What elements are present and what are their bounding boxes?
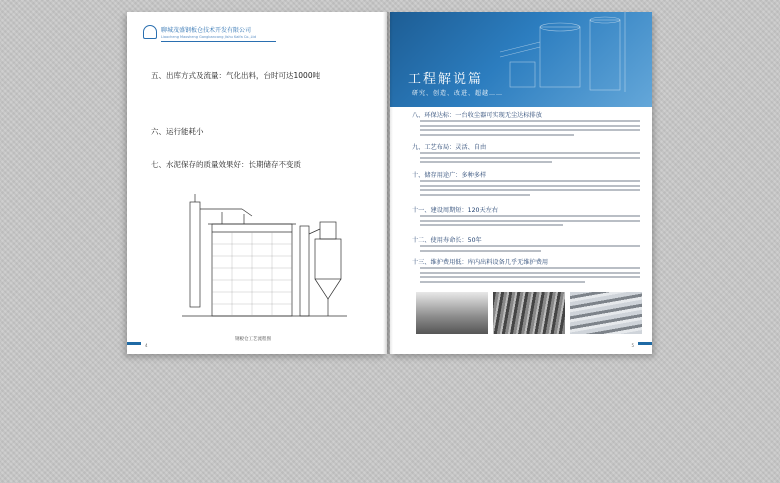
banner-subtitle: 研究、创造、改进、超越……: [412, 90, 504, 97]
diagram-caption: 钢板仓工艺流程图: [235, 337, 271, 342]
right-page: [390, 12, 652, 354]
logo-mark-icon: [143, 25, 157, 39]
page-accent-bar-right: [638, 342, 652, 345]
section-12-body: [420, 245, 640, 254]
section-9: 九、工艺布局：灵活、自由: [412, 144, 487, 151]
page-accent-bar: [127, 342, 141, 345]
section-13-body: [420, 267, 640, 285]
company-logo: [143, 25, 276, 42]
section-8-body: [420, 120, 640, 138]
logo-underline: [161, 41, 276, 42]
logo-pinyin: Liaocheng Maosheng Gangbancang Jishu Kaifa Co.,Ltd: [161, 35, 257, 39]
photo-silo-interior: [416, 292, 488, 334]
left-page: [127, 12, 387, 354]
page-number-right: 5: [631, 343, 634, 348]
section-10-body: [420, 180, 640, 198]
photo-silo-wall: [493, 292, 565, 334]
section-8: 八、环保达标：一台收尘器可实现无尘达标排放: [412, 112, 542, 119]
item-five: 五、出库方式及流量：气化出料，台时可达1000吨: [151, 71, 321, 80]
book-spine-shadow: [383, 12, 393, 354]
photo-strip: [416, 292, 642, 334]
banner-title: 工程解说篇: [408, 72, 484, 87]
section-11-body: [420, 215, 640, 229]
photo-pipes: [570, 292, 642, 334]
section-13: 十三、维护费用低：库内出料设备几乎无维护费用: [412, 259, 549, 266]
item-seven: 七、水泥保存的质量效果好：长期储存不变质: [151, 160, 301, 169]
section-12: 十二、使用寿命长：50年: [412, 237, 482, 244]
section-11: 十一、建设周期短：120天左右: [412, 207, 499, 214]
process-flow-diagram: [182, 184, 347, 324]
section-9-body: [420, 152, 640, 166]
logo-name: 聊城茂盛钢板仓技术开发有限公司: [161, 27, 252, 34]
item-six: 六、运行能耗小: [151, 127, 204, 136]
page-number-left: 4: [145, 343, 148, 348]
section-10: 十、储存用途广：多种多样: [412, 172, 487, 179]
header-banner: [390, 12, 652, 107]
